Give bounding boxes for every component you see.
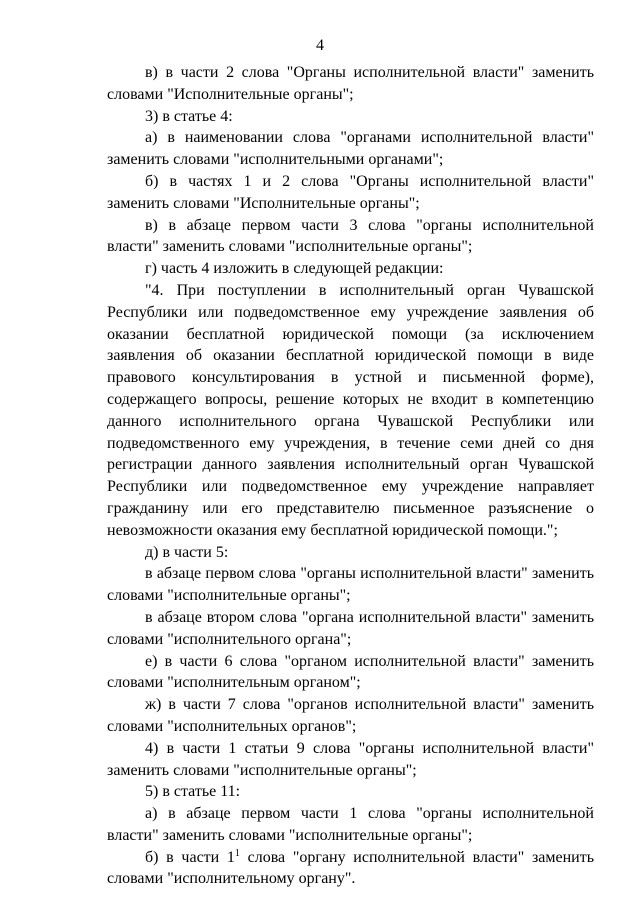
paragraph: а) в наименовании слова "органами исполнительной власти" заменить словами "исполнительными органами"; [107, 129, 594, 169]
paragraph: 3) в статье 4: [145, 107, 233, 125]
quoted-new-text-paragraph: "4. При поступлении в исполнительный орган Чувашской Республики или подведомственное ему учреждение заявления об оказании бесплатной юридической помощи (за исключением заявления об оказании бесплатной юридической помощи в виде правового консультирования в устной и письменной форме), содержащего вопросы, решение которых не входит в компетенцию данного исполнительного органа Чувашской Республики или подведомственного ему учреждения, в течение семи дней со дня регистрации данного заявления исполнительный орган Чувашской Республики или подведомственное ему учреждение направляет гражданину или его представителю письменное разъяснение о невозможности оказания ему бесплатной юридической помощи."; [107, 281, 594, 539]
paragraph: в) в абзаце первом части 3 слова "органы исполнительной власти" заменить словами "исполнительные органы"; [107, 216, 594, 256]
paragraph: б) в частях 1 и 2 слова "Органы исполнительной власти" заменить словами "Исполнительные органы"; [107, 172, 594, 212]
last-paragraph-start: б) в части 1 [145, 848, 235, 866]
paragraph: 4) в части 1 статьи 9 слова "органы исполнительной власти" заменить словами "исполнительные органы"; [107, 739, 594, 779]
paragraph: в абзаце втором слова "органа исполнительной власти" заменить словами "исполнительного органа"; [107, 608, 594, 648]
document-body [107, 62, 594, 890]
paragraph: г) часть 4 изложить в следующей редакции: [145, 260, 444, 278]
paragraph: д) в части 5: [145, 543, 229, 561]
paragraph: в абзаце первом слова "органы исполнительной власти" заменить словами "исполнительные органы"; [107, 565, 594, 605]
paragraph: е) в части 6 слова "органом исполнительной власти" заменить словами "исполнительным органом"; [107, 652, 594, 692]
paragraph: ж) в части 7 слова "органов исполнительной власти" заменить словами "исполнительных органов"; [107, 696, 594, 735]
last-paragraph [107, 847, 594, 891]
page-number: 4 [316, 37, 324, 54]
paragraph: в) в части 2 слова "Органы исполнительной власти" заменить словами "Исполнительные органы"; [107, 64, 594, 103]
paragraph: 5) в статье 11: [145, 783, 241, 801]
superscript-index: 1 [234, 847, 240, 859]
paragraph: а) в абзаце первом части 1 слова "органы исполнительной власти" заменить словами "исполнительные органы"; [107, 805, 594, 844]
last-paragraph-end: слова "органу исполнительной власти" заменить словами "исполнительному органу". [107, 848, 595, 888]
